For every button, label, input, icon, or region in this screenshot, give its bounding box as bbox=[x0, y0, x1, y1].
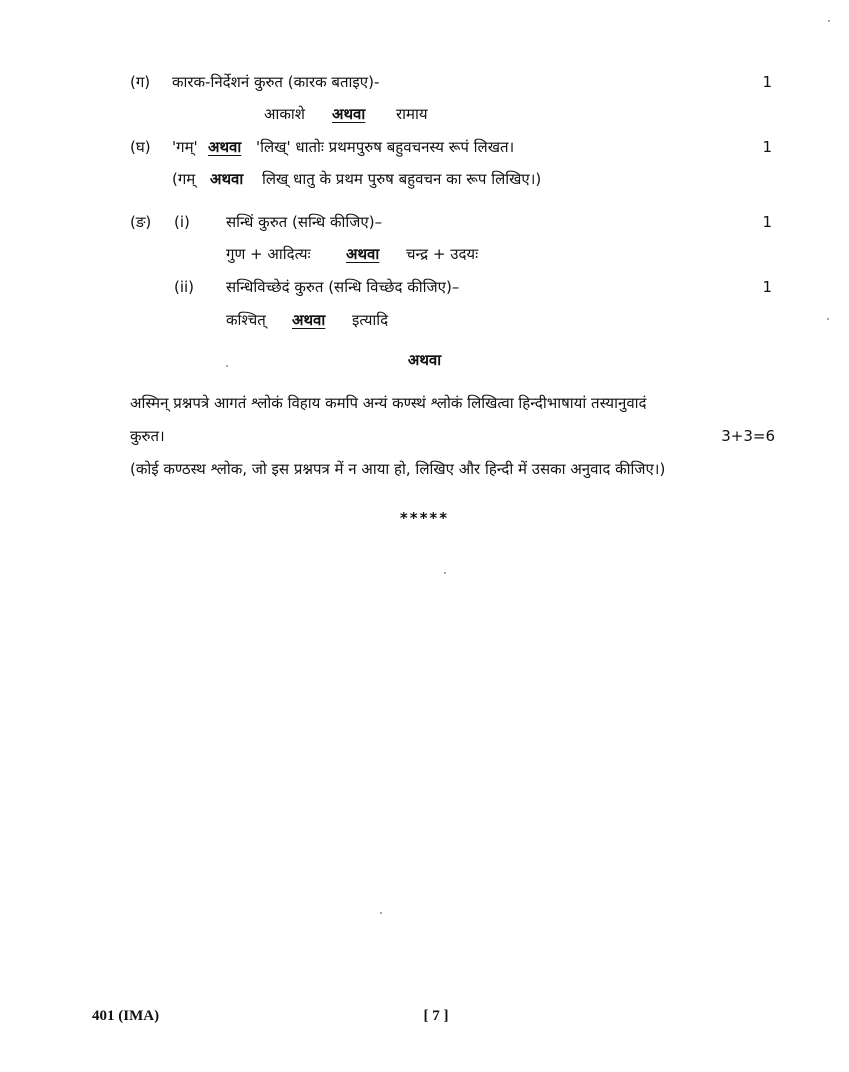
question-ga-label: (ग) bbox=[130, 73, 151, 91]
question-gha-text-a: 'गम्' bbox=[172, 138, 198, 156]
question-gha-hindi-or: अथवा bbox=[210, 170, 244, 188]
question-nga-sub1-label: (i) bbox=[174, 213, 190, 231]
question-ga-marks: 1 bbox=[762, 73, 772, 91]
question-nga-label: (ङ) bbox=[130, 213, 152, 231]
final-question-marks: 3+3=6 bbox=[721, 427, 775, 445]
final-question-line-2: कुरुत। bbox=[130, 427, 165, 445]
question-ga-or: अथवा bbox=[332, 105, 366, 123]
question-nga-sub2-label: (ii) bbox=[174, 278, 195, 296]
question-gha-text-b: 'लिख्' धातोः प्रथमपुरुष बहुवचनस्य रूपं लिखत। bbox=[256, 138, 515, 156]
question-nga-sub1-marks: 1 bbox=[762, 213, 772, 231]
question-nga-sub1-option-1: गुण + आदित्यः bbox=[226, 245, 311, 263]
final-question-hindi: (कोई कण्ठस्थ श्लोक, जो इस प्रश्नपत्र में न आया हो, लिखिए और हिन्दी में उसका अनुवाद कीजिए।) bbox=[130, 460, 666, 478]
question-nga-sub2-marks: 1 bbox=[762, 278, 772, 296]
question-nga-sub2-option-1: कश्चित् bbox=[226, 311, 266, 329]
question-gha-marks: 1 bbox=[762, 138, 772, 156]
question-gha-label: (घ) bbox=[130, 138, 151, 156]
question-gha-hindi-a: (गम् bbox=[172, 170, 196, 188]
question-gha-or: अथवा bbox=[208, 138, 242, 156]
question-nga-sub1-option-2: चन्द्र + उदयः bbox=[406, 245, 479, 263]
question-nga-sub1-text: सन्धिं कुरुत (सन्धि कीजिए)– bbox=[226, 213, 383, 231]
page-number: [ 7 ] bbox=[423, 1008, 449, 1024]
scan-dot bbox=[827, 318, 829, 320]
question-nga-sub2-text: सन्धिविच्छेदं कुरुत (सन्धि विच्छेद कीजिए)– bbox=[226, 278, 460, 296]
scan-dot bbox=[828, 20, 830, 22]
question-ga-option-1: आकाशे bbox=[264, 105, 305, 123]
scan-dot bbox=[444, 572, 446, 574]
end-of-paper-mark: ***** bbox=[399, 509, 450, 527]
scan-dot bbox=[380, 912, 382, 914]
question-nga-sub1-or: अथवा bbox=[346, 245, 380, 263]
question-ga-text: कारक-निर्देशनं कुरुत (कारक बताइए)- bbox=[172, 73, 380, 91]
or-heading: अथवा bbox=[407, 351, 442, 369]
paper-code: 401 (IMA) bbox=[92, 1008, 160, 1024]
question-nga-sub2-or: अथवा bbox=[292, 311, 326, 329]
question-nga-sub2-option-2: इत्यादि bbox=[352, 311, 389, 329]
question-gha-hindi-b: लिख् धातु के प्रथम पुरुष बहुवचन का रूप लिखिए।) bbox=[262, 170, 542, 188]
final-question-line-1: अस्मिन् प्रश्नपत्रे आगतं श्लोकं विहाय कमपि अन्यं कण्स्थं श्लोकं लिखित्वा हिन्दीभाषायां तस्यानुवादं bbox=[130, 394, 647, 412]
question-ga-option-2: रामाय bbox=[396, 105, 428, 123]
